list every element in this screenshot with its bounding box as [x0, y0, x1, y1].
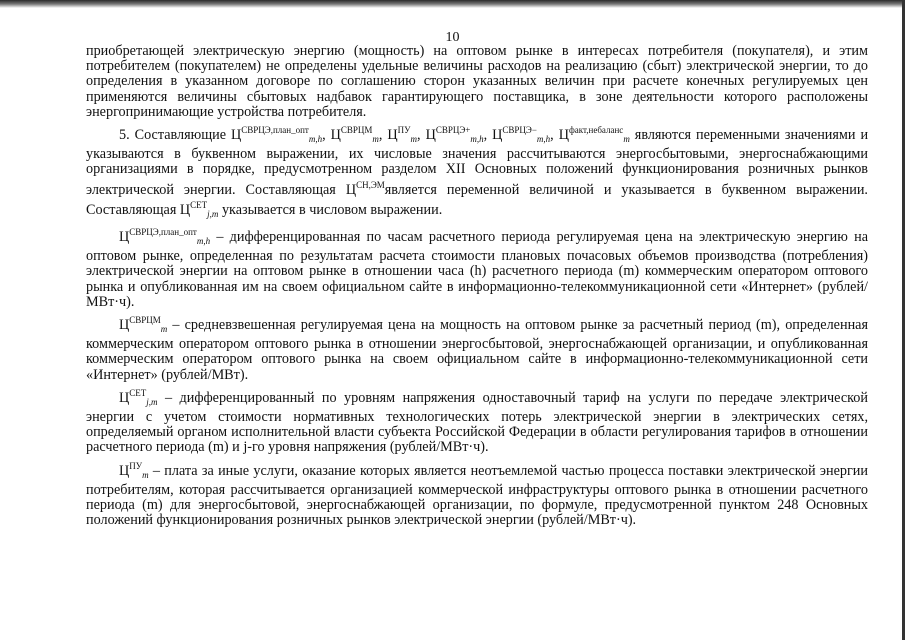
price-symbol-set: $Ц^{СЕТ}_{j,m}$ — [179, 199, 219, 219]
definition-text: – дифференцированный по уровням напряжения одноставочный тариф на услуги по передаче электрической энергии с учетом стоимости нормативных технологических потерь электрической энергии в электрических сетях, определяемый органом исполнительной власти субъекта Российской Федерации в области регулирования тарифов в отношении расчетного периода (m) и j-го уровня напряжения (рублей/МВт·ч). — [86, 389, 868, 456]
paragraph-5-text-1: 5. Составляющие — [119, 127, 232, 144]
price-symbol-svrcm: $Ц^{СВРЦМ}_m$ — [119, 315, 168, 335]
price-symbol-fakt-nebalans: $Ц^{факт,небаланс}_m$ — [558, 125, 630, 145]
price-symbol-svrcm: $Ц^{СВРЦМ}_m$ — [330, 125, 379, 145]
paragraph-continuation: приобретающей электрическую энергию (мощность) на оптовом рынке в интересах потребителя (покупателя), и этим потребителем (покупателем) не определены удельные величины расходов на реализацию (сбыт) электрической энергии, то до определения в указанном договоре по соглашению сторон указанных величин при расчете конечных регулируемых цен применяются величины сбытовых надбавок гарантирующего поставщика, в зоне деятельности которого расположены энергопринимающие устройства потребителя. — [86, 43, 868, 120]
definition-svrce-plan — [86, 225, 868, 310]
price-symbol-set: $Ц^{СЕТ}_{j,m}$ — [119, 387, 158, 407]
price-symbol-sn-em: $Ц^{СН,ЭМ}$ — [345, 179, 385, 198]
price-symbol-pu: $Ц^{ПУ}_m$ — [119, 460, 149, 480]
definition-text: – плата за иные услуги, оказание которых является неотъемлемой частью процесса поставки электрической энергии потребителям, которая рассчитывается организацией коммерческой инфраструктуры оптового рынка в отношении расчетного периода (m) для энергосбытовой, энергоснабжающей организации, по формуле, предусмотренной пунктом 248 Основных положений функционирования розничных рынков электрической энергии (рублей/МВт·ч). — [86, 462, 868, 529]
page-number: 10 — [445, 30, 460, 45]
definition-set — [86, 386, 868, 456]
paragraph-5-text-4: указывается в числовом выражении. — [218, 201, 443, 218]
definition-pu — [86, 459, 868, 529]
price-symbol-svrce-plan: $Ц^{СВРЦЭ,план\_опт}_{m,h}$ — [119, 227, 211, 247]
price-symbol-svrce-plan: $Ц^{СВРЦЭ,план\_опт}_{m,h}$ — [231, 125, 323, 145]
paragraph-5-text-3: является переменной величиной и указывается в буквенном выражении. Составляющая — [86, 181, 868, 218]
definition-text: – средневзвешенная регулируемая цена на мощность на оптовом рынке за расчетный период (m), определенная коммерческим оператором оптового рынка в отношении энергосбытовой, энергоснабжающей организации, и опубликованная коммерческим оператором оптового рынка на своем официальном сайте в информационно-телекоммуникационной сети «Интернет» (рублей/МВт). — [86, 317, 868, 383]
scan-top-edge — [0, 0, 905, 8]
paragraph-5: 5. Составляющие $Ц^{СВРЦЭ,план\_опт}_{m,h}$, $Ц^{СВРЦМ}_m$, $Ц^{ПУ}_m$, $Ц^{СВРЦЭ+}_{m,h}$, $Ц^{СВРЦЭ-}_{m,h}$, $Ц^{факт,небаланс}_m$ являются переменными значениями и указываются в буквенном выражении, их числовые значения рассчитываются энергосбытовыми, энергоснабжающими организациями в порядке, предусмотренном разделом XII Основных положений функционирования розничных рынков электрической энергии. Составляющая $Ц^{СН,ЭМ}является$ переменной величиной и указывается в буквенном выражении. Составляющая $Ц^{СЕТ}_{j,m}$ указывается в числовом выражении. — [86, 125, 869, 219]
price-symbol-pu: $Ц^{ПУ}_m$ — [387, 125, 418, 145]
paragraph-5-text-2: являются переменными значениями и указываются в буквенном выражении, их числовые значения рассчитываются энергосбытовыми, энергоснабжающими организациями в порядке, предусмотренном разделом XII Основных положений функционирования розничных рынков электрической энергии. Составляющая — [86, 127, 869, 198]
document-body — [86, 44, 868, 528]
definition-svrcm — [86, 313, 868, 383]
price-symbol-svrce-minus: $Ц^{СВРЦЭ-}_{m,h}$ — [492, 125, 551, 145]
definition-text: – дифференцированная по часам расчетного периода регулируемая цена на электрическую энергию на оптовом рынке, определенная по результатам расчета стоимости плановых почасовых объемов производства (потребления) электрической энергии на оптовом рынке в отношении часа (h) расчетного периода (m) коммерческим оператором оптового рынка и опубликованная им на своем официальном сайте в информационно-телекоммуникационной сети «Интернет» (рублей/МВт·ч). — [86, 229, 868, 310]
price-symbol-svrce-plus: $Ц^{СВРЦЭ+}_{m,h}$ — [425, 125, 484, 145]
